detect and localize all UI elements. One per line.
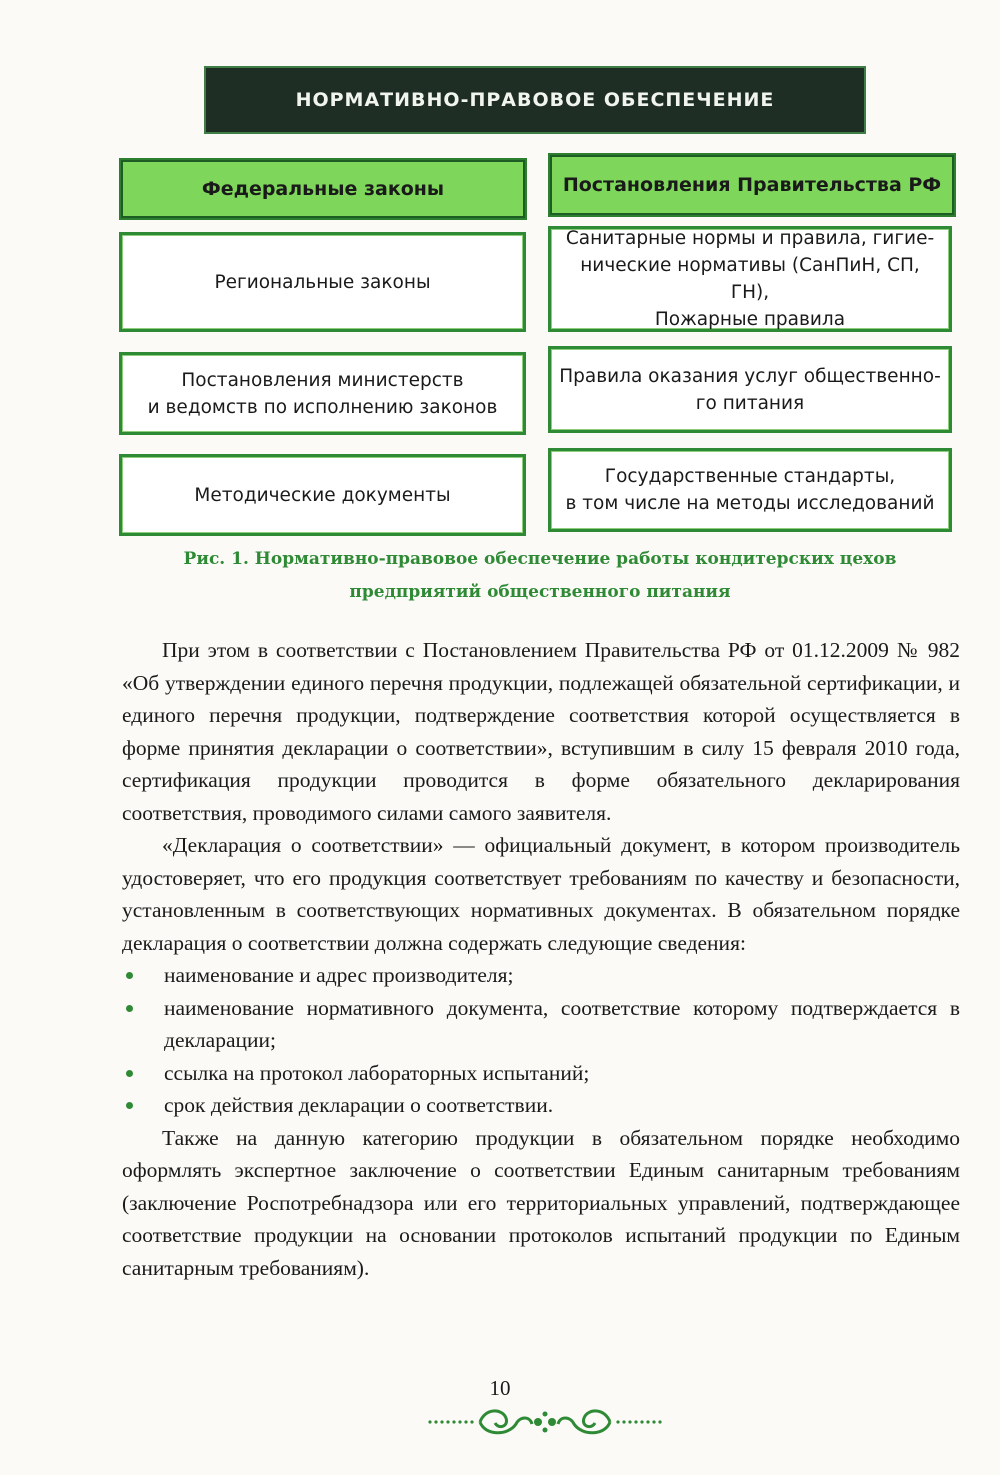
- sanitary-norms-box: [548, 226, 952, 332]
- methodical-documents-text: Методические документы: [194, 484, 451, 506]
- catering-rules-text: Правила оказания услуг общественно- го питания: [559, 365, 941, 414]
- list-item: [122, 1057, 960, 1090]
- paragraph-declaration: «Декларация о соответствии» — официальный документ, в котором производитель удостоверяет, что его продукция соответствует требованиям по качеству и безопасности, установленным в соответствующих нормативных документах. В обязательном порядке декларация о соответствии должна содержать следующие сведения:: [122, 833, 960, 955]
- bullet-dot-icon: [126, 1005, 133, 1012]
- list-item: [122, 1089, 960, 1122]
- regional-laws-text: Региональные законы: [214, 271, 431, 293]
- list-item-text: срок действия декларации о соответствии.: [164, 1093, 554, 1117]
- page-number: 10: [489, 1376, 511, 1400]
- list-item: [122, 959, 960, 992]
- state-standards-text: Государственные стандарты, в том числе на методы исследований: [565, 466, 935, 514]
- list-item: [122, 992, 960, 1057]
- government-decrees-header: Постановления Правительства РФ: [548, 153, 956, 217]
- paragraph-certification: При этом в соответствии с Постановлением Правительства РФ от 01.12.2009 № 982 «Об утверждении единого перечня продукции, подлежащей обязательной сертификации, и единого перечня продукции, подтверждение соответствия которой осуществляется в форме принятия декларации о соответствии», вступившим в силу 15 февраля 2010 года, сертификация продукции проводится в форме обязательного декларирования соответствия, проводимого силами самого заявителя.: [122, 638, 960, 825]
- paragraph-expert-conclusion: Также на данную категорию продукции в обязательном порядке необходимо оформлять экспертное заключение о соответствии Единым санитарным требованиям (заключение Роспотребнадзора или его территориальных управлений, подтверждающее соответствие продукции на основании протоколов испытаний продукции по Единым санитарным требованиям).: [122, 1125, 960, 1280]
- ministry-decrees-box: [119, 352, 526, 435]
- state-standards-box: [548, 448, 952, 532]
- bullet-dot-icon: [126, 972, 133, 979]
- diagram-title: НОРМАТИВНО-ПРАВОВОЕ ОБЕСПЕЧЕНИЕ: [206, 68, 864, 132]
- bullet-dot-icon: [126, 1102, 133, 1109]
- ministry-decrees-text: Постановления министерств и ведомств по исполнению законов: [147, 369, 498, 418]
- list-item-text: ссылка на протокол лабораторных испытаний;: [164, 1060, 590, 1085]
- sanitary-norms-text: Санитарные нормы и правила, гигие- нические нормативы (СанПиН, СП, ГН), Пожарные правила: [565, 228, 935, 330]
- methodical-documents-box: [119, 454, 526, 536]
- catering-rules-box: [548, 346, 952, 433]
- list-item-text: наименование нормативного документа, соответствие которому подтверждается в декларации;: [164, 995, 960, 1052]
- ornament-icon: [420, 1402, 670, 1442]
- figure-caption: Рис. 1. Нормативно-правовое обеспечение работы кондитерских цехов предприятий общественного питания: [183, 549, 897, 602]
- declaration-contents-list: [122, 959, 960, 1122]
- bullet-dot-icon: [126, 1070, 133, 1077]
- federal-laws-header: Федеральные законы: [119, 158, 527, 220]
- regional-laws-box: [119, 232, 526, 332]
- body-text: [122, 634, 960, 1284]
- list-item-text: наименование и адрес производителя;: [164, 963, 514, 987]
